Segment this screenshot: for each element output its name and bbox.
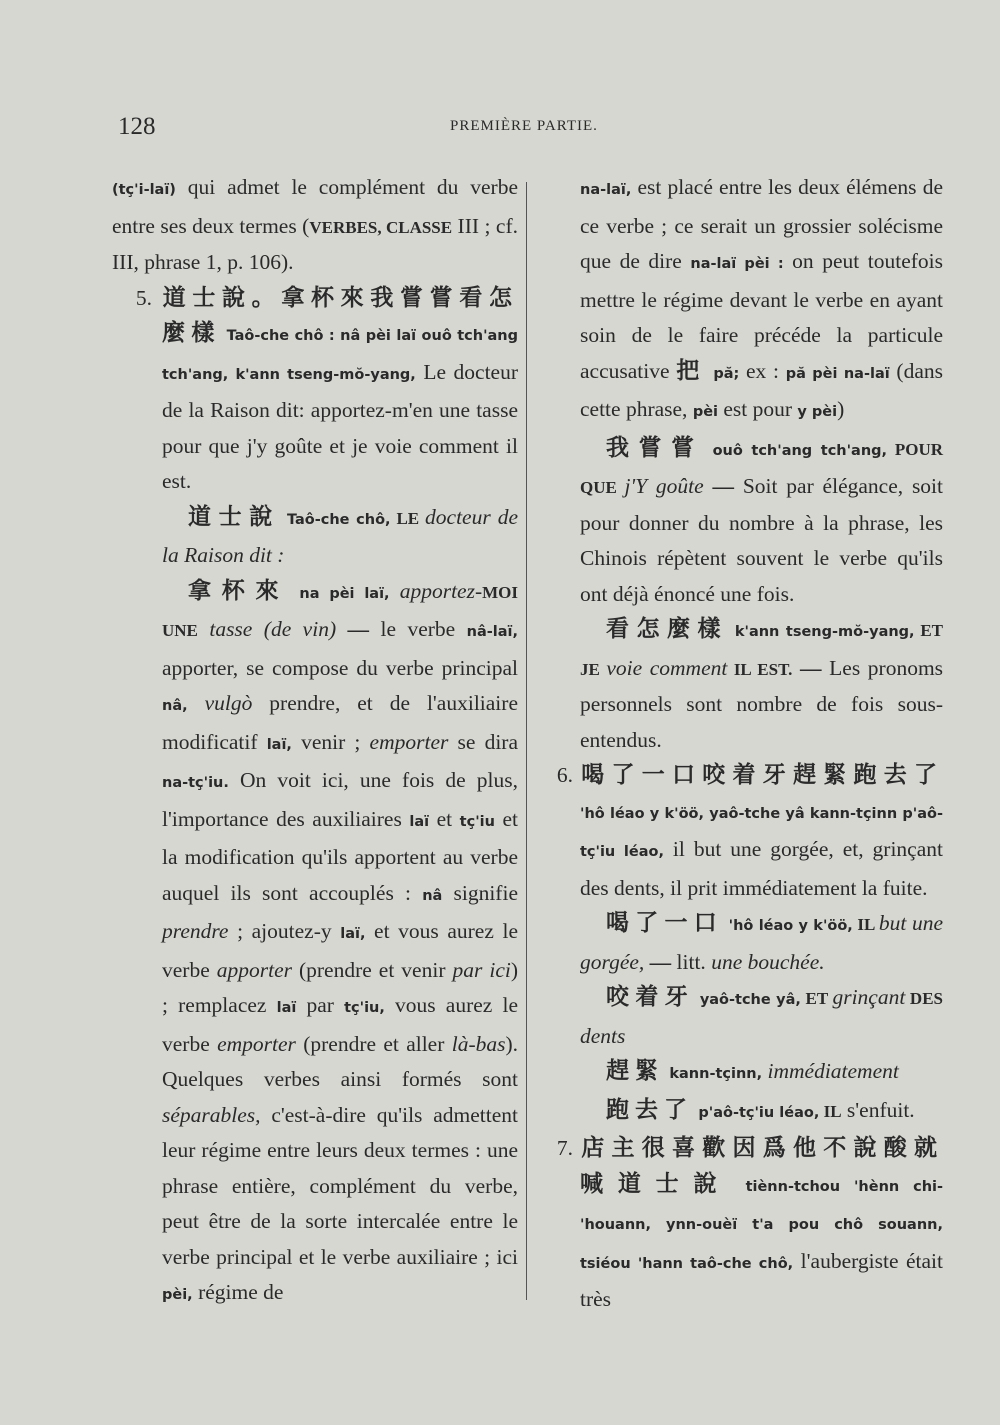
text: par [296, 993, 345, 1017]
italic-text: séparables, [162, 1102, 261, 1127]
romanization: pă pèi na-laï [785, 365, 890, 382]
phrase-number: 7. [556, 1136, 573, 1160]
chinese-text: 跑去了 [606, 1096, 693, 1123]
right-column [533, 170, 943, 1318]
chinese-text: 咬着牙 [606, 984, 695, 1010]
text: (prendre et aller [295, 1031, 452, 1056]
text: on peut toutefois mettre le régime devant le verbe en ayant soin de le faire précéde la particule accusative [580, 249, 943, 383]
phrase-number: 5. [135, 285, 152, 310]
italic-text: tasse (de vin) [197, 617, 337, 641]
romanization: laï [276, 1000, 297, 1016]
romanization: kann-tçinn, [669, 1066, 763, 1082]
romanization: Taô-che chô : nâ pèi laï ouô tch'ang tch'ang, k'ann tseng-mŏ-yang, [162, 328, 519, 383]
chinese-text: 喝了一口 [606, 910, 724, 936]
romanization: nâ-laï, [466, 624, 519, 640]
column-rule [526, 182, 527, 1300]
phrase-5 [112, 281, 518, 500]
romanization: na-laï, [580, 182, 632, 198]
dash: — [792, 655, 830, 680]
romanization: y pèi [797, 404, 838, 420]
italic-text: goûte [647, 474, 704, 498]
italic-text: but une gorgée, [580, 911, 944, 974]
romanization: pèi [692, 404, 718, 420]
chinese-text: 道士說。拿杯來我嘗嘗看怎麼樣 [162, 284, 518, 346]
romanization: nâ [422, 887, 443, 904]
gloss [533, 431, 943, 613]
text: (prendre et venir [292, 957, 453, 982]
small-caps-text: IL [852, 915, 879, 934]
paragraph [533, 170, 943, 431]
text: est placé entre les deux élémens de ce verbe ; ce serait un grossier solécisme que de dire [580, 175, 943, 273]
italic-text: docteur de la Raison dit : [162, 504, 519, 567]
text: et [429, 806, 460, 831]
romanization: laï, [340, 926, 366, 942]
page-number: 128 [118, 113, 156, 140]
dash: — [703, 474, 743, 498]
small-caps-text: VERBES, CLASSE [309, 217, 453, 237]
romanization: yaô-tche yâ, [699, 992, 801, 1008]
italic-text: j'Y [624, 474, 648, 498]
italic-text: là-bas [451, 1031, 506, 1056]
chinese-text: 道士說 [188, 503, 280, 530]
gloss [112, 574, 518, 1314]
phrase-7 [533, 1131, 943, 1318]
romanization: tç'iu, [344, 1000, 385, 1016]
gloss [533, 1093, 943, 1132]
dash: — [644, 949, 677, 974]
text: venir ; [291, 729, 370, 754]
translation: Le docteur de la Raison dit: apportez-m'en une tasse pour que j'y goûte et je voie comment il est. [162, 359, 518, 493]
text: Soit par élégance, soit pour donner du nombre à la phrase, les Chinois répètent souvent le verbe qu'ils ont déjà énoncé une fois. [580, 474, 944, 606]
chinese-text: 我嘗嘗 [606, 434, 704, 461]
romanization: pèi, [162, 1287, 193, 1303]
paragraph [112, 170, 518, 281]
romanization: ouô tch'ang tch'ang, [712, 442, 888, 459]
gloss [533, 906, 943, 980]
text: ). Quelques verbes ainsi formés sont [162, 1031, 519, 1091]
running-head: PREMIÈRE PARTIE. [450, 118, 598, 134]
small-caps-text: DES [905, 989, 944, 1008]
text: est pour [718, 397, 798, 421]
phrase-number: 6. [556, 763, 573, 787]
chinese-text: 喝了一口咬着牙趕緊跑去了 [580, 762, 943, 788]
romanization: 'hô léao y k'öö, [728, 918, 853, 934]
text: s'enfuit. [841, 1097, 915, 1122]
chinese-text: 看怎麼樣 [606, 616, 728, 642]
text: (dans cette phrase, [580, 358, 943, 421]
italic-text: dents [580, 1023, 626, 1048]
italic-text: grinçant [832, 985, 906, 1009]
italic-text: immédiatement [762, 1059, 899, 1083]
romanization: tiènn-tchou 'hènn chi-'houann, ynn-ouèï t'a pou chô souann, tsiéou 'hann taô-che chô, [580, 1178, 944, 1272]
romanization: na-tç'iu. [162, 775, 229, 791]
small-caps-text: LE [390, 508, 426, 528]
text: le verbe [380, 617, 467, 641]
romanization: na-laï pèi : [690, 256, 784, 272]
dash: — [336, 617, 381, 641]
text: et la modification qu'ils apportent au verbe auquel ils sont accouplés : [162, 806, 518, 905]
italic-text: une bouchée. [711, 949, 825, 974]
italic-text: apportez- [389, 578, 483, 603]
text: se dira [448, 729, 518, 754]
romanization: k'ann tseng-mŏ-yang, [734, 624, 915, 640]
romanization: laï [409, 813, 430, 830]
romanization: laï, [266, 736, 292, 753]
text: III ; cf. III, phrase 1, p. 106). [112, 213, 518, 274]
romanization: 'hô léao y k'öö, yaô-tche yâ kann-tçinn p'aô-tç'iu léao, [580, 805, 943, 860]
text: et vous aurez le verbe [162, 919, 518, 982]
text: vous aurez le verbe [162, 993, 519, 1056]
text: ) [837, 397, 845, 421]
left-column [112, 170, 518, 1314]
gloss [533, 980, 943, 1054]
small-caps-text: IL [819, 1101, 842, 1121]
chinese-text: 把 [676, 357, 707, 384]
romanization: tç'iu [459, 813, 495, 830]
italic-text: par ici [452, 957, 511, 982]
text: litt. [676, 949, 712, 974]
gloss [533, 612, 943, 758]
text: On voit ici, une fois de plus, l'importance des auxiliaires [162, 768, 518, 831]
italic-text: emporter [217, 1031, 296, 1056]
chinese-text: 趕緊 [606, 1058, 664, 1084]
text: signifie [442, 880, 518, 905]
romanization: p'aô-tç'iu léao, [698, 1104, 820, 1121]
translation: l'aubergiste était très [580, 1248, 943, 1311]
text: c'est-à-dire qu'ils admettent leur régime entre leurs deux termes : une phrase entière, complément du verbe, peut être de la sorte intercalée entre le verbe principal et le verbe auxiliaire ; ici [162, 1102, 518, 1269]
italic-text: voie comment [606, 655, 728, 680]
text: ex : [739, 358, 786, 383]
italic-text: vulgò [187, 691, 253, 715]
text: prendre, et de l'auxiliaire modificatif [162, 691, 518, 754]
text: régime de [192, 1280, 284, 1304]
text: Les pronoms personnels sont nombre de fois sous-entendus. [580, 655, 944, 752]
phrase-6 [533, 758, 943, 906]
text: ) ; remplacez [162, 957, 519, 1017]
text: ; ajoutez-y [228, 919, 341, 943]
small-caps-text: MOI UNE [162, 582, 518, 640]
romanization: na pèi laï, [299, 585, 390, 602]
chinese-text: 拿杯來 [188, 577, 290, 604]
small-caps-text: ET JE [580, 621, 944, 679]
small-caps-text: IL EST. [727, 659, 793, 679]
romanization: (tç'i-laï) [112, 182, 176, 198]
italic-text: prendre [162, 919, 229, 943]
gloss [533, 1054, 943, 1093]
small-caps-text: POUR QUE [580, 439, 944, 497]
gloss [112, 500, 518, 574]
translation: il but une gorgée, et, grinçant des dents, il prit immédiatement la fuite. [580, 837, 943, 900]
italic-text: apporter [216, 957, 292, 982]
italic-text: emporter [369, 729, 449, 754]
text: qui admet le complément du verbe entre ses deux termes ( [112, 175, 518, 238]
text: apporter, se compose du verbe principal [162, 655, 518, 680]
romanization: nâ, [162, 698, 188, 714]
romanization: pă; [713, 365, 740, 382]
romanization: Taô-che chô, [286, 511, 391, 528]
chinese-text: 店主很喜歡因爲他不說酸就喊道士說 [580, 1135, 943, 1197]
small-caps-text: ET [800, 989, 833, 1008]
